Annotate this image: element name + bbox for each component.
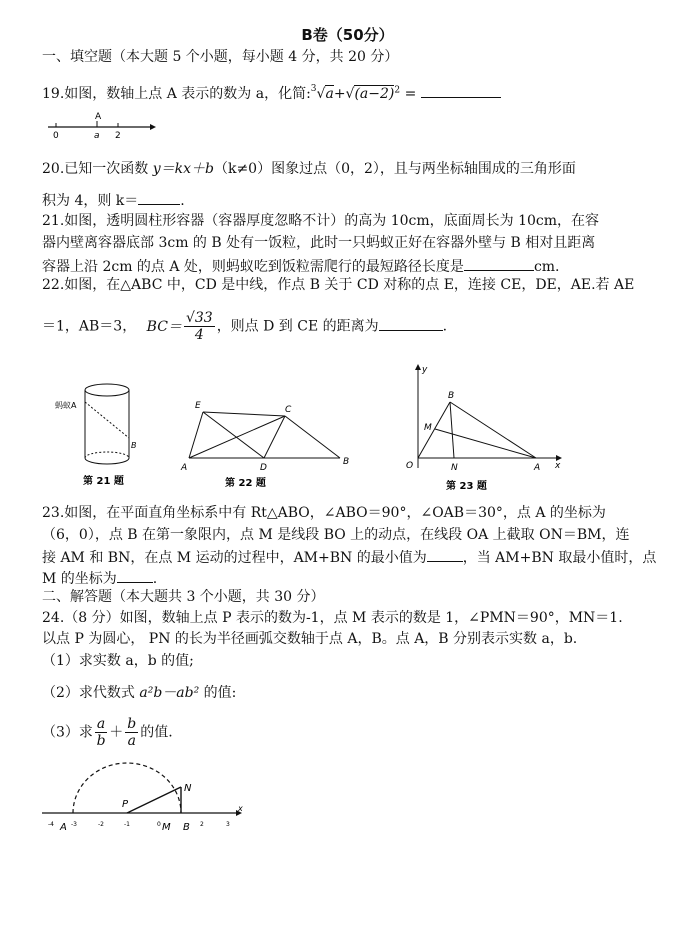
- fig22-label-c: C: [285, 405, 292, 415]
- q24-tick-2: 2: [200, 821, 204, 828]
- q24-label-x: x: [238, 804, 243, 813]
- q20-line1-post: （k≠0）图象过点（0，2），且与两坐标轴围成的三角形面: [213, 161, 576, 177]
- q19-expr-b: (a−2): [354, 86, 395, 102]
- q22-tail: .: [442, 318, 448, 335]
- q19-expr-a: a: [325, 86, 334, 102]
- q24-part3-pre: （3）求: [42, 724, 93, 741]
- q24-f1-num: a: [96, 716, 106, 732]
- q24-part3-post: 的值.: [140, 724, 173, 741]
- q23-tail: .: [152, 571, 158, 587]
- q19-point-label: A: [95, 112, 102, 122]
- q23-answer-blank-1: [427, 547, 463, 562]
- fig22-label-b: B: [343, 457, 350, 467]
- figure-22-triangle: [175, 396, 355, 492]
- q19-number-line: [46, 108, 158, 140]
- q22-line2-pre: ＝1，AB＝3，: [42, 318, 137, 335]
- question-23-line-3: [42, 547, 656, 567]
- question-21-line-3: [42, 256, 560, 276]
- q24-label-a: A: [60, 822, 67, 833]
- q24-fraction-a-b: [95, 716, 107, 749]
- question-24-line-1: 24.（8 分）如图，数轴上点 P 表示的数为-1，点 M 表示的数是 1，∠PMN＝90°，MN＝1.: [42, 610, 623, 626]
- fig23-label-b: B: [448, 391, 455, 401]
- question-24-part-1: （1）求实数 a，b 的值;: [42, 653, 194, 669]
- q24-number-line-figure: [40, 758, 250, 836]
- section-1-heading: 一、填空题（本大题 5 个小题，每小题 4 分，共 20 分）: [42, 49, 399, 65]
- fig22-label-d: D: [260, 463, 267, 473]
- radical-icon-2: √: [345, 86, 355, 102]
- question-22-line-1: 22.如图，在△ABC 中，CD 是中线，作点 B 关于 CD 对称的点 E，连接 CE，DE，AE.若 AE: [42, 277, 635, 293]
- fig21-b-label: B: [131, 441, 137, 450]
- q20-function: y＝kx＋b: [152, 161, 214, 177]
- figure-23-coordinate: [398, 362, 563, 494]
- q24-f2-num: b: [127, 716, 137, 732]
- q20-line1-pre: 20.已知一次函数: [42, 161, 153, 177]
- fig23-label-m: M: [424, 423, 432, 433]
- fig23-label-n: N: [451, 463, 458, 473]
- cube-root-symbol: 3: [310, 84, 317, 94]
- q24-part2-pre: （2）求代数式: [42, 685, 140, 701]
- fig23-caption: 第 23 题: [446, 481, 487, 492]
- q24-tick-3: 3: [226, 821, 230, 828]
- q22-frac-num: √33: [185, 310, 213, 326]
- question-24-part-3: [42, 716, 173, 749]
- q24-fraction-b-a: [125, 716, 138, 749]
- question-23-line-4: [42, 568, 157, 588]
- q24-tick--2: -2: [98, 821, 104, 828]
- fig22-label-e: E: [195, 401, 201, 411]
- q23-line4-pre: M 的坐标为: [42, 571, 117, 587]
- q20-line2: 积为 4，则 k＝: [42, 193, 139, 209]
- q24-tick--3: -3: [71, 821, 77, 828]
- section-2-heading: 二、解答题（本大题共 3 个小题，共 30 分）: [42, 589, 325, 605]
- q19-tick-a: a: [94, 131, 100, 140]
- page-title: B卷（50分）: [301, 26, 394, 44]
- q24-f1-den: b: [96, 733, 106, 749]
- question-23-line-2: （6，0），点 B 在第一象限内，点 M 是线段 BO 上的动点，在线段 OA 上截取 ON＝BM，连: [42, 527, 630, 543]
- fig23-label-a: A: [534, 463, 541, 473]
- question-24-line-2: 以点 P 为圆心， PN 的长为半径画弧交数轴于点 A，B。点 A，B 分别表示实数 a，b.: [42, 631, 578, 647]
- q23-answer-blank-2: [117, 568, 153, 583]
- q24-label-p: P: [122, 799, 129, 810]
- q24-part2-post: 的值:: [199, 685, 237, 701]
- q23-line3-post: ，当 AM+BN 取最小值时，点: [462, 550, 657, 566]
- radical-icon: √: [316, 86, 326, 102]
- q24-label-m: M: [162, 822, 171, 833]
- q20-answer-blank: [138, 190, 180, 205]
- question-23-line-1: 23.如图，在平面直角坐标系中有 Rt△ABO，∠ABO＝90°，∠OAB＝30°，点 A 的坐标为: [42, 505, 606, 521]
- fig21-caption: 第 21 题: [83, 476, 124, 487]
- question-20-line-1: [42, 160, 576, 178]
- question-24-part-2: [42, 684, 236, 702]
- question-20-line-2: 积为 4，则 k＝ .: [42, 190, 185, 210]
- question-21-line-1: 21.如图，透明圆柱形容器（容器厚度忽略不计）的高为 10cm，底面周长为 10cm，在容: [42, 213, 600, 229]
- q24-tick--4: -4: [48, 821, 54, 828]
- q22-line2-post: ，则点 D 到 CE 的距离为: [216, 318, 379, 335]
- question-21-line-2: 器内壁离容器底部 3cm 的 B 处有一饭粒，此时一只蚂蚁正好在容器外壁与 B 相对且距离: [42, 235, 596, 251]
- q19-tick-0: 0: [53, 131, 59, 140]
- q19-answer-blank: [421, 83, 501, 98]
- q23-line3-pre: 接 AM 和 BN，在点 M 运动的过程中，AM+BN 的最小值为: [42, 550, 427, 566]
- fig23-label-y: y: [422, 365, 428, 375]
- q19-equals: =: [400, 86, 421, 102]
- q21-line3: 容器上沿 2cm 的点 A 处，则蚂蚁吃到饭粒需爬行的最短路径长度是: [42, 259, 464, 275]
- q22-frac-den: 4: [194, 327, 204, 343]
- q22-answer-blank: [379, 316, 443, 331]
- fig22-caption: 第 22 题: [225, 478, 266, 489]
- fig22-label-a: A: [181, 463, 188, 473]
- q22-bc-fraction: [184, 310, 215, 343]
- question-22-line-2: [42, 310, 447, 343]
- q21-answer-blank: [464, 256, 534, 271]
- figure-21-cylinder: [55, 378, 145, 490]
- q19-exponent: 2: [394, 85, 401, 96]
- q24-tick--1: -1: [124, 821, 130, 828]
- q24-label-n: N: [184, 783, 192, 794]
- q24-label-b: B: [183, 822, 190, 833]
- q24-plus: ＋: [109, 724, 124, 741]
- q19-tick-2: 2: [115, 131, 121, 140]
- q24-part2-expr: a²b－ab²: [139, 685, 200, 701]
- question-19: 19.如图，数轴上点 A 表示的数为 a，化简$:^3√a+√(a-2)^2$ =: [42, 80, 501, 103]
- q24-f2-den: a: [127, 733, 136, 749]
- q22-bc-label: BC＝: [146, 318, 182, 335]
- q24-tick-0: 0: [157, 821, 161, 828]
- q19-text: 19.如图，数轴上点 A 表示的数为 a，化简:: [42, 86, 311, 102]
- fig23-label-o: O: [406, 461, 414, 471]
- fig21-ant-label: 蚂蚁A: [55, 401, 77, 410]
- q21-unit: cm.: [533, 259, 560, 275]
- fig23-label-x: x: [555, 461, 561, 471]
